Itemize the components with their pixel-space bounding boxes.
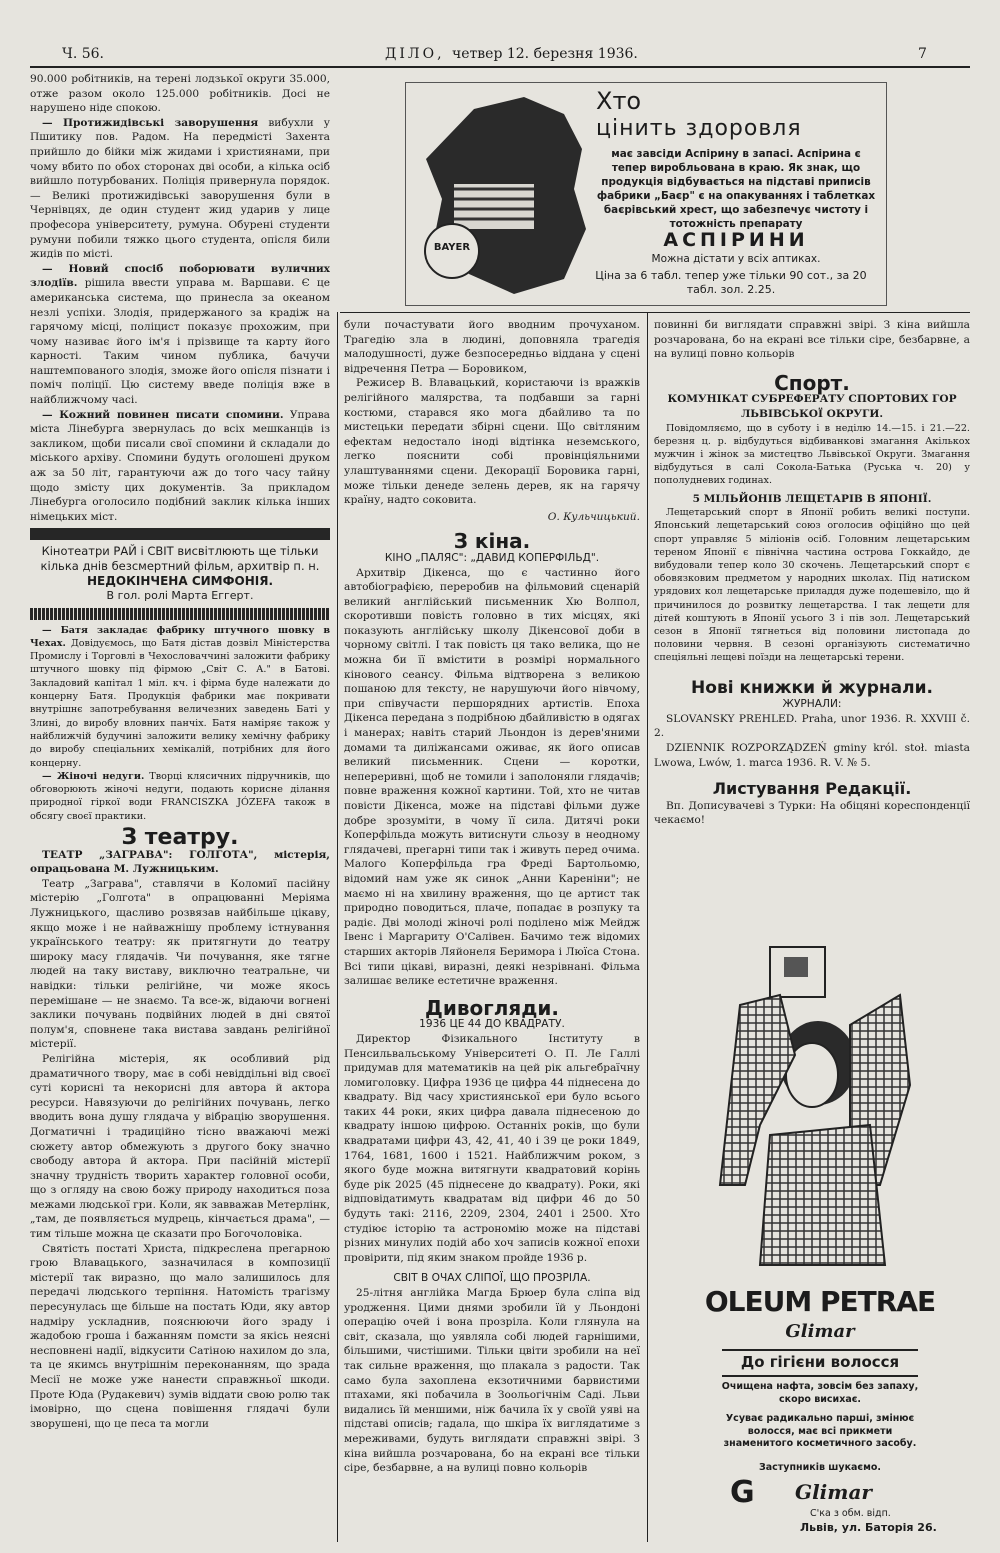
header-rule [30, 66, 970, 68]
article-text: 90.000 робітників, на терені лодзької округи 35.000, отже разом около 125.000 робітників. Досі не нарушено ніде спокою. [30, 73, 330, 115]
oleum-petrae-ad [700, 935, 940, 1535]
section-title-theatre: З театру. [121, 825, 239, 851]
aspirin-body: має завсіди Аспірину в запасі. Аспірина є тепер виробльована в краю. Як знак, що продукція відбувається на підставі приписів фабрики „Баєр" є на опакуваннях і таблетках баєрівський хрест, що забезпечує чистоту і тотожність препарату [596, 148, 876, 230]
article-text: Вп. Дописувачеві з Турки: На обіцяні кореспонденції чекаємо! [654, 799, 970, 827]
cinema-notice: Кінотеатри РАЙ і СВІТ висвітлюють ще тільки кілька днів безсмертний фільм, архитвір п. н. [40, 544, 320, 574]
oleum-title: До гігієни волосся [740, 1353, 900, 1371]
oleum-address-2: Львів, ул. Баторія 26. [800, 1521, 937, 1534]
ski-subtitle: 5 МІЛЬЙОНІВ ЛЕЩЕТАРІВ В ЯПОНІЇ. [692, 492, 932, 505]
article-text: Управа міста Лінебурга звернулась до всіх мешканців із закликом, щоби писали свої спомини й складали до міського архіву. Спомини будуть оголошені друком аж за 50 літ, гарантуючи аж до того часу тайну щодо змісту цих документів. За прикладом Лінебурга оголосило подібний заклик кілька інших німецьких міст. [30, 408, 330, 523]
article-text: вибухли у Пшитику пов. Радом. На передмісті Захента прийшло до бійки між жидами і християнами, при чому вбито по обох сторонах дві особи, а кілька осіб вийшло потурбованих. Поліція привернула порядок. — Великі протижидівські заворушення були в Чернівцях, де один студент жид ударив у лице професора університету, румуна. Обурені студенти румуни побили тяжко цього студента, опісля били жидів по місті. [30, 116, 330, 261]
page-number-label: Ч. 56. [62, 46, 104, 62]
bayer-logo-text: BAYER [433, 242, 471, 253]
article-text: Лещетарський спорт в Японії робить великі поступи. Японський лещетарський союз оголосив офіційно що цей спорт управляє 5 міліонів осіб. Головним лещетарським тереном Японії є північна частина острова Гоккайдо, де вибудовали тепер коло 30 скочень. Лещетарський спорт є обовязковим предметом у народних школах. Під натиском урядових кол лещетарське приладдя дуже подешевіло, що й причинилося до розвитку лещетарства. І так лещети для дітей коштують в Японії усього 3 і пів зол. Лещетарський сезон в Японії тягнеться від половини листопада до половини червня. В сезоні організують систематично спеціяльні лещеві поїзди на лещетарські терени. [654, 507, 970, 664]
aspirin-product: АСПІРИНИ [663, 229, 809, 251]
theatre-subtitle: ТЕАТР „ЗАГРАВА": ГОЛГОТА", містерія, опрацьована М. Лужницьким. [30, 848, 330, 876]
aspirin-availability: Можна дістати у всіх аптиках. [651, 253, 821, 265]
column-rule-1 [337, 312, 338, 1542]
section-title-cinema: З кіна. [453, 529, 531, 554]
bottle-label [784, 957, 808, 977]
aspirin-headline-1: Хто [596, 87, 642, 115]
books-subtitle: ЖУРНАЛИ: [782, 698, 842, 711]
curiosities-subtitle: 1936 ЦЕ 44 ДО КВАДРАТУ. [419, 1018, 565, 1031]
aspirin-price: Ціна за 6 табл. тепер уже тільки 90 сот., за 20 табл. зол. 2.25. [595, 269, 867, 296]
oleum-address-1: С'ка з обм. відп. [810, 1508, 891, 1519]
article-text: 25-літня англійка Магда Брюер була сліпа від уродження. Цими днями зробили їй у Льондоні операцію очей і вона прозріла. Коли глянула на світ, сказала, що уявляла собі людей гарнішими, більшими, чистішими. Тільки цвіти зробили на неї так сильне враження, що плакала з радости. Так само була захоплена екзотичними барвистими птахами, які побачила в Зоольогічнім Саді. Льви видались їй меншими, ніж бачила їх у своїй уяві на підставі описів; гадала, що шкіра їх виглядатиме з мереживами, будуть виглядати справжні звірі. З кіна вийшла розчарована, бо на екрані все тільки сіре, безбарвне, а на вулиці повно кольорів [344, 1287, 640, 1475]
issue-date: четвер 12. березня 1936. [452, 46, 638, 62]
column-rule-2 [647, 312, 648, 1542]
article-text: Повідомляємо, що в суботу і в неділю 14.—15. і 21.—22. березня ц. р. відбудуться відбиванкові змагання Акількох мужчин і жінок за мистецтво Львівської Округи. Змагання відбудуться в салі Сокола-Батька (Руська ч. 20) у пополудневих годинах. [654, 422, 970, 487]
article-text: Директор Фізикального Інституту в Пенсильвальському Університеті О. П. Ле Галлі придумав для математиків на цей рік альгебраїчну ломиголовку. Цифра 1936 це цифра 44 піднесена до квадрату. Від часу християнської ери було всього таких 44 роки, яких цифра давала піднесеною до квадрату іншою цифрою. Останніх років, що були квадратами цифри 43, 42, 41, 40 і 39 це роки 1849, 1764, 1681, 1600 і 1521. Найближчим роком, з якого буде можна витягнути квадратовий корінь буде рік 2025 (45 піднесене до квадрату). Роки, які відповідатимуть квадратам від цифри 46 до 50 будуть такі: 2116, 2209, 2304, 2401 і 2500. Хто студіює історію та астрономію може на підставі різних минулих подій або хоч записів кожної епохи провірити, під яким знаком пройде 1936 р. [344, 1032, 640, 1264]
article-text: повинні би виглядати справжні звірі. З кіна вийшла розчарована, бо на екрані все тільки сіре, безбарвне, а на вулиці повно кольорів [654, 319, 970, 361]
article-text: Архитвір Дікенса, що є частинно його автобіографією, переробив на фільмовий сценарій великий англійський письменник Хю Волпол, скоротивши повість головно в тих місцях, які показують англійську школу Дікенсової доби в чорному світлі. І так повість ця тако велика, що не можна би її вмістити в розмірі нормального кінового сеансу. Фільма відтворена з великою пошаною для тексту, не нарушуючи його нівчому, при співучасти першорядних артистів. Епоха Дікенса передана з подрібною дбайливістю в одягах і манерах; навіть старий Льондон із дерев'яними домами та диліжансами оживає, як його описав великий письменник. Сцени — коротки, непереривні, щоб не томили і заполоняли глядачів; повне враження кожної картини. Той, хто не читав повісти Дікенса, може на підставі фільми дуже добре зрозуміти, в чому її сила. Дитячі роки Коперфільда можуть витиснути сльозу в неодному глядачеві, прегарні типи так і живуть перед очима. Малого Коперфільда гра Фреді Бартольомю, відомий нам уже як синок „Анни Кареніни"; не маємо ні на хвилину враження, що це артист так природно поводиться, плаче, попадає в розпуку та радіє. Дві молоді жіночі ролі поділено між Мейдж Івенс і Маргариту О'Салівен. Бачимо теж відомих старших акторів Ляйонеля Беримора і Люїса Стона. Всі типи цікаві, виразні, деякі незрівнані. Фільма залишає велике естетичне враження. [344, 566, 640, 988]
oleum-brand: OLEUM PETRAE [704, 1285, 936, 1318]
glimar-logo-script: Glimar [795, 1480, 872, 1504]
article-text: Режисер В. Влавацький, користаючи із вражків релігійного малярства, та подбавши за гарні костюми, старався яко мога дбайливо та по мистецьки передати збірні сцени. Що світляним ефектам недостало іноді відтінка неземського, легко пояснити собі провінціяльними улаштуваннями сцени. Декорації Боровика гарні, може тільки денеде зелень дерев, як на гарячу країну, надто соковита. [344, 377, 640, 507]
section-title-sport: Спорт. [774, 370, 850, 395]
divider-bar [30, 608, 330, 620]
oleum-text-2: Усуває радикально парші, змінює волосся, має всі прикмети знаменитого косметичного засобу. [723, 1413, 917, 1449]
glimar-logo-icon: G [730, 1475, 755, 1510]
article-text: Релігійна містерія, як особливий рід драматичного твору, має в собі невіддільні від своєї суті корисні та некорисні для автора й актора ресурси. Навязуючи до релігійних почувань, легко вводить вона душу глядача у вібрацію зворушення. Догматичні і традиційно тісно вважаючі межі сюжету автор обмежують з другого боку значно свободу автора й актора. При пасійній містерії значну трудність творить характер головної особи, що з огляду на свою божу природу находиться поза межами людської гри. Коли, як завважав Метерлінк, „там, де появляється мудрець, кінчається драма", — тим тільше можна це сказати про Богочоловіка. [30, 1052, 330, 1241]
aspirin-ad [405, 82, 887, 306]
dress-shape [760, 1125, 885, 1265]
oleum-rule [722, 1375, 918, 1377]
divider-bar [30, 528, 330, 540]
section-title-letters: Листування Редакції. [712, 779, 912, 799]
column-3 [654, 318, 970, 938]
cinema-subtitle: КІНО „ПАЛЯС": „ДАВИД КОПЕРФІЛЬД". [384, 551, 600, 564]
cinema-film-title: НЕДОКІНЧЕНА СИМФОНІЯ. [86, 574, 274, 589]
page-num: 7 [918, 46, 927, 62]
sport-subtitle: КОМУНІКАТ СУБРЕФЕРАТУ СПОРТОВИХ ГОР ЛЬВІВСЬКОЇ ОКРУГИ. [667, 393, 957, 420]
oleum-script: Glimar [785, 1321, 855, 1342]
oleum-text-1: Очищена нафта, зовсім без запаху, скоро висихає. [721, 1381, 919, 1405]
article-signature: О. Кульчицький. [547, 510, 640, 523]
article-text: були почастувати його вводним прочуханом. Трагедію зла в людині, доповняла трагедія малодушності, дуже безпосередньо віддана у сцені відречення Петра — Боровиком, [344, 319, 640, 375]
article-text: Театр „Заграва", ставлячи в Коломиї пасійну містерію „Голгота" в опрацюванні Меріяма Лужницького, щасливо розвязав найбільше цікаву, якщо може і не найважнішу проблему істнування українського театру: як притягнути до театру широку масу глядачів. Чи почування, яке тягне людей на таку виставу, виключно театральне, чи навідки: тільки релігійне, чи може якось перемішане — не знаємо. Та все-ж, відаючи вогнені заклики почувань подвійних людей в дні святої полум'я, сповнене така вистава завдань релігійної містерії. [30, 877, 330, 1051]
blind-subtitle: СВІТ В ОЧАХ СЛІПОЇ, ЩО ПРОЗРІЛА. [393, 1272, 591, 1285]
woman-illustration [700, 935, 940, 1285]
article-text: Святість постаті Христа, підкреслена прегарною грою Влавацького, зазначилася в композиції містерії так виразно, що мало залишилось для передачі людського терпіння. Натомість трагізму пересунулась ще більше на постать Юди, яку автор надміру ускладнив, пояснюючи його зраду і жадобою гроша і бажанням помсти за якісь неясні несповнені надії, відкусити Сатіною нахилом до зла, та це якимсь внутрішнім переконанням, що зрада Месії не може уже нанести справжньої шкоди. Проте Юда (Рудакевич) зумів віддати свою ролю так імовірно, що сцена повішення глядачі були зворушені, що це песа та могли [30, 1242, 330, 1430]
column-1 [30, 72, 330, 1542]
article-text: Довідуємось, що Батя дістав дозвіл Міністерства Промислу і Торговлі в Чехословаччині заложити фабрику штучного шовку під фірмою „Світ С. А." в Батові. Закладовий капітал 1 міл. кч. і фірма буде належати до концерну Батя. Продукція фабрики має покривати внутрішнє запотребування величезних заведень Баті у Злині, до виробу вловних панчіх. Батя наміряє також у найближчій будучині заложити велику хемічну фабрику до виробу спеціальних хемікалій, потрібних для його концерну. [30, 637, 330, 769]
article-headline: — Новий спосіб поборювати вуличних злодіїв. [30, 262, 330, 290]
article-headline: — Жіночі недуги. [42, 770, 145, 782]
column-2 [344, 318, 640, 1542]
oleum-text-3: Заступників шукаємо. [759, 1462, 881, 1473]
article-text: Творці клясичних підручників, що обговорюють жіночі недуги, подають корисне ділання природної гіркої води FRANCISZKA JÓZEFA також в обсягу своєї практики. [30, 770, 330, 822]
aspirin-headline-2: цінить здоровля [596, 116, 802, 141]
oleum-rule [722, 1349, 918, 1351]
ad-bottom-rule [340, 312, 970, 313]
book-entry: DZIENNIK ROZPORZĄDZEŃ gminy król. stoł. miasta Lwowa, Lwów, 1. marca 1936. R. V. № 5. [654, 741, 970, 769]
book-entry: SLOVANSKY PREHLED. Praha, unor 1936. R. XXVIII č. 2. [654, 712, 970, 740]
cinema-role: В гол. ролі Марта Еггерт. [106, 589, 254, 602]
article-text: рішила ввести управа м. Варшави. Є це американська система, що принесла за океаном незлі успіхи. Злодія, придержаного за крадіж на гарячому місці, поліцист показує прохожим, при чому називає його ім'я і прізвище та карту його карності. Таким чином публика, бачучи наштемпованого злодія, зможе його опісля пізнати і поміч поліції. Цю систему введе поліція вже в найближчому часі. [30, 277, 330, 407]
hand-illustration [454, 184, 534, 229]
section-title-curiosities: Дивогляди. [425, 995, 559, 1020]
section-title-books: Нові книжки й журнали. [691, 677, 933, 698]
bayer-cross-logo [424, 223, 480, 279]
article-headline: — Протижидівські заворушення [42, 116, 259, 129]
article-headline: — Кожний повинен писати спомини. [42, 408, 284, 421]
article-headline: — Батя закладає фабрику штучного шовку в Чехах. [30, 624, 330, 649]
masthead: ДІЛО, [385, 46, 445, 62]
